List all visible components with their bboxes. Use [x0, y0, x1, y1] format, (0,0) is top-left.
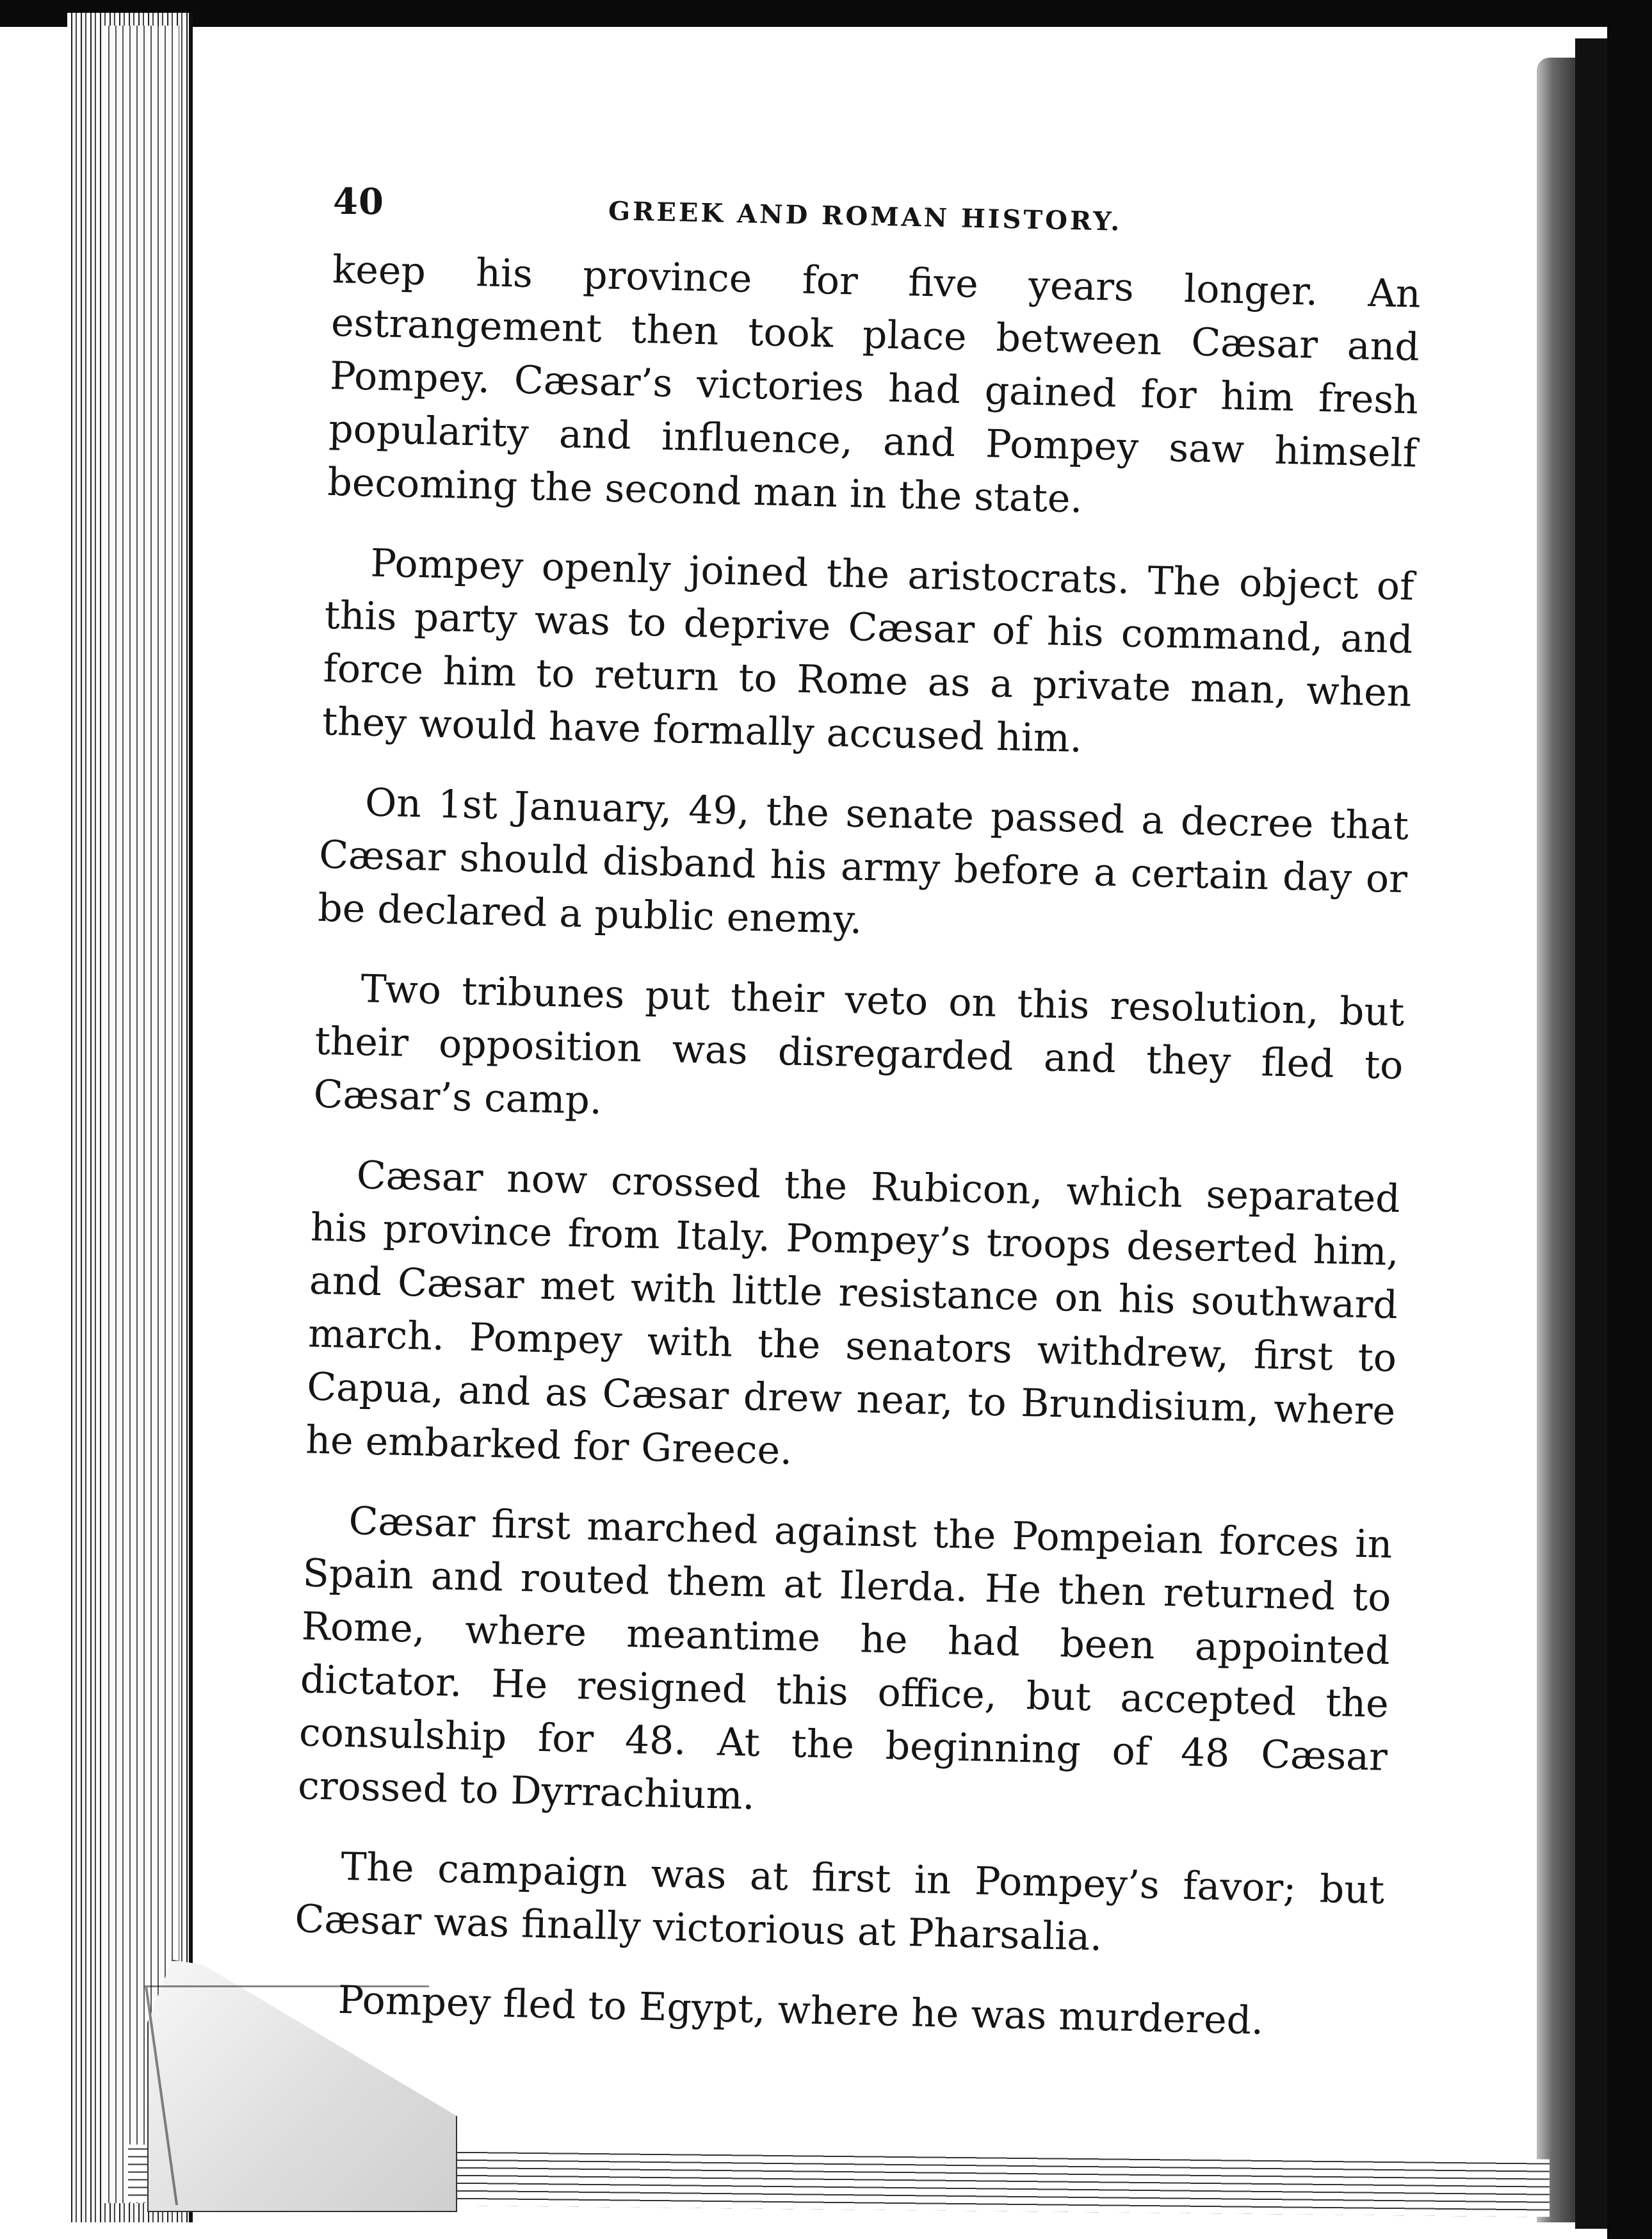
paragraph: Two tribunes put their veto on this resolution, but their opposition was disregarded and they fled to Cæsar’s camp.: [313, 966, 1405, 1123]
running-head-title: GREEK AND ROMAN HISTORY.: [608, 196, 1122, 237]
body-text: [293, 243, 1421, 2051]
paragraph: Pompey openly joined the aristocrats. The object of this party was to deprive Cæsar of his command, and force him to return to Rome as a private man, when they would have formally accused him.: [321, 541, 1415, 761]
paragraph: On 1st January, 49, the senate passed a decree that Cæsar should disband his army before a certain day or be declared a public enemy.: [317, 780, 1409, 943]
book-gutter-edge: [1575, 38, 1607, 2229]
paragraph: The campaign was at first in Pompey’s favor; but Cæsar was finally victorious at Pharsalia.: [294, 1844, 1385, 1960]
paragraph: Cæsar now crossed the Rubicon, which separated his province from Italy. Pompey’s troops deserted him, and Cæsar met with little resistance on his southward march. Pompey with the senators withdrew, first to Capua, and as Cæsar drew near, to Brundisium, where he embarked for Greece.: [305, 1153, 1401, 1474]
page-number: 40: [333, 181, 384, 223]
scanner-right-shadow: [1607, 0, 1652, 2239]
paragraph: Cæsar first marched against the Pompeian forces in Spain and routed them at Ilerda. He then returned to Rome, where meantime he had been appointed dictator. He resigned this office, but accepted the consulship for 48. At the beginning of 48 Cæsar crossed to Dyrrachium.: [297, 1499, 1393, 1819]
book-gutter-right: [1537, 58, 1575, 2222]
paragraph: keep his province for five years longer. An estrangement then took place between Cæsar and Pompey. Cæsar’s victories had gained for him fresh popularity and influence, and Pompey saw himself becoming the second man in the state.: [327, 247, 1421, 522]
printed-page: [294, 173, 1421, 2053]
running-head: [333, 173, 1421, 243]
scanner-top-shadow: [0, 0, 1652, 27]
book-page-edges-inner: [102, 26, 179, 2203]
paragraph: Pompey fled to Egypt, where he was murdered.: [337, 1977, 1264, 2044]
